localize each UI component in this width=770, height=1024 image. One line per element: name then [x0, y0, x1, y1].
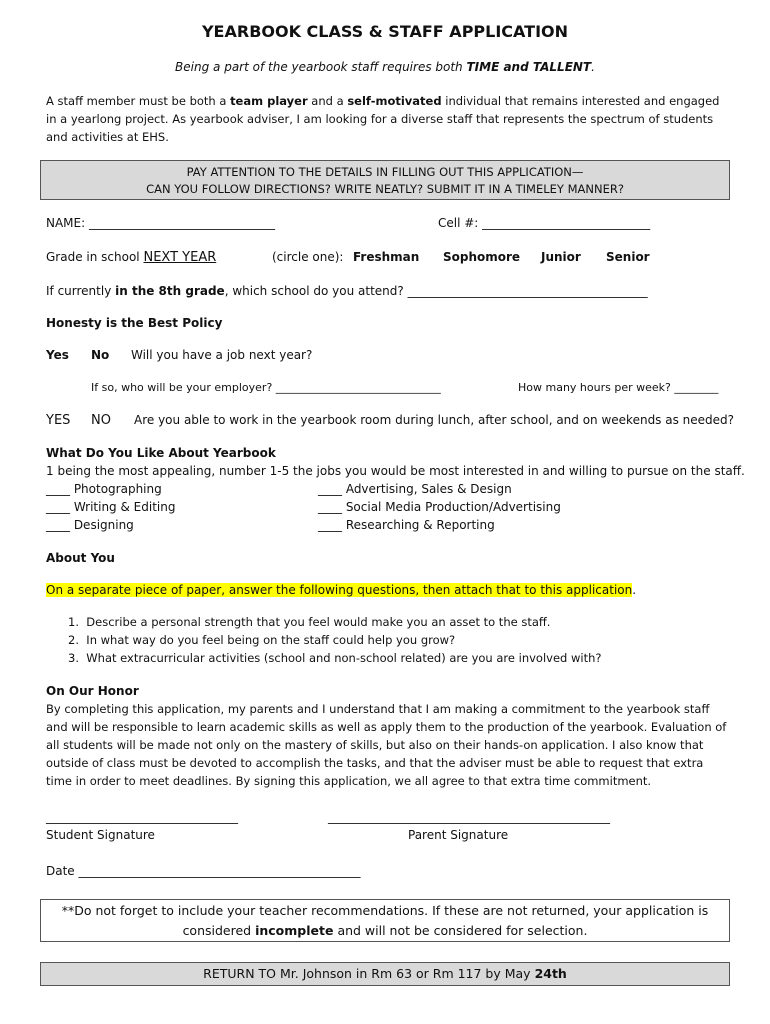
teacher-recommendation-note	[40, 899, 730, 942]
job-rank-photographing[interactable]: ____ Photographing	[46, 482, 162, 496]
parent-signature-line[interactable]: _______________________________________________	[328, 810, 610, 824]
subtitle-prefix: Being a part of the yearbook staff requires both	[175, 60, 467, 74]
intro-text-2: and a	[307, 94, 348, 108]
honor-paragraph: By completing this application, my parents and I understand that I am making a commitment to the yearbook staff and will be responsible to learn academic skills as well as apply them to the production of the yearbook. Evaluation of all students will be made not only on the mastery of skills, but also on their hands-on application. I also know that outside of class must be devoted to accomplish the tasks, and that the adviser must be able to request that extra time in order to meet deadlines. By signing this application, we all agree to that extra time commitment.	[46, 702, 727, 788]
work-no-option[interactable]: NO	[91, 413, 111, 428]
return-instructions-box	[40, 962, 730, 986]
intro-bold-2: self-motivated	[347, 94, 442, 108]
subtitle-emphasis: TIME and TALLENT	[466, 60, 592, 74]
work-yes-option[interactable]: YES	[46, 413, 71, 428]
circle-one-label: (circle one):	[272, 250, 344, 264]
student-signature-label: Student Signature	[46, 828, 155, 842]
intro-bold-1: team player	[230, 94, 308, 108]
job-rank-researching[interactable]: ____ Researching & Reporting	[318, 518, 495, 532]
likes-instructions: 1 being the most appealing, number 1-5 the jobs you would be most interested in and willing to pursue on the staff.	[46, 464, 745, 478]
job-rank-social-media[interactable]: ____ Social Media Production/Advertising	[318, 500, 561, 514]
school-suffix: , which school do you attend? ________________________________________	[224, 284, 648, 298]
job-rank-writing[interactable]: ____ Writing & Editing	[46, 500, 176, 514]
question-item: 1. Describe a personal strength that you feel would make you an asset to the staff.	[68, 615, 551, 629]
job-question: Will you have a job next year?	[131, 348, 313, 362]
grade-label-text: Grade in school	[46, 250, 140, 264]
work-question: Are you able to work in the yearbook room during lunch, after school, and on weekends as needed?	[134, 413, 735, 427]
job-rank-advertising[interactable]: ____ Advertising, Sales & Design	[318, 482, 512, 496]
page-title: YEARBOOK CLASS & STAFF APPLICATION	[201, 22, 569, 41]
employer-field[interactable]: If so, who will be your employer? ______________________________	[91, 381, 441, 394]
attention-box	[40, 160, 730, 200]
likes-heading: What Do You Like About Yearbook	[46, 446, 276, 460]
date-field[interactable]: Date _______________________________________________	[46, 864, 361, 878]
grade-option-junior[interactable]: Junior	[541, 250, 581, 264]
school-bold: in the 8th grade	[115, 284, 225, 298]
name-field[interactable]: NAME: _______________________________	[46, 216, 275, 230]
hours-field[interactable]: How many hours per week? ________	[518, 381, 719, 394]
intro-text-1: A staff member must be both a	[46, 94, 231, 108]
return-date: 24th	[534, 966, 567, 981]
question-item: 2. In what way do you feel being on the staff could help you grow?	[68, 633, 456, 647]
grade-option-sophomore[interactable]: Sophomore	[443, 250, 521, 264]
job-rank-designing[interactable]: ____ Designing	[46, 518, 134, 532]
note-text-1: **Do not forget to include your teacher recommendations. If these are not returned, your application is considered	[61, 903, 709, 938]
honesty-heading: Honesty is the Best Policy	[46, 316, 223, 330]
about-highlight: On a separate piece of paper, answer the following questions, then attach that to this application	[46, 583, 633, 597]
attention-line-1: PAY ATTENTION TO THE DETAILS IN FILLING OUT THIS APPLICATION—	[186, 165, 584, 179]
question-item: 3. What extracurricular activities (school and non-school related) are you are involved with?	[68, 651, 602, 665]
school-prefix: If currently	[46, 284, 116, 298]
about-highlight-end: .	[632, 583, 637, 597]
school-field[interactable]	[46, 284, 648, 298]
note-bold: incomplete	[255, 923, 334, 938]
about-instruction	[46, 583, 636, 597]
grade-option-senior[interactable]: Senior	[606, 250, 650, 264]
about-heading: About You	[46, 551, 115, 565]
cell-field[interactable]: Cell #: ____________________________	[438, 216, 651, 230]
student-signature-line[interactable]: ________________________________	[46, 810, 238, 824]
intro-paragraph	[46, 92, 730, 146]
attention-line-2: CAN YOU FOLLOW DIRECTIONS? WRITE NEATLY? SUBMIT IT IN A TIMELEY MANNER?	[146, 182, 624, 196]
parent-signature-label: Parent Signature	[408, 828, 509, 842]
job-no-option[interactable]: No	[91, 348, 110, 362]
grade-option-freshman[interactable]: Freshman	[353, 250, 420, 264]
subtitle	[0, 60, 770, 74]
grade-next-year: NEXT YEAR	[143, 250, 217, 265]
job-yes-option[interactable]: Yes	[46, 348, 69, 362]
subtitle-suffix: .	[591, 60, 595, 74]
grade-label	[46, 250, 216, 265]
intro-text-3: individual that remains interested and engaged in a yearlong project. As yearbook adviser, I am looking for a diverse staff that represents the spectrum of students and activities at EHS.	[46, 94, 720, 144]
honor-heading: On Our Honor	[46, 684, 139, 698]
return-text: RETURN TO Mr. Johnson in Rm 63 or Rm 117 by May	[203, 966, 535, 981]
note-text-2: and will not be considered for selection.	[333, 923, 588, 938]
